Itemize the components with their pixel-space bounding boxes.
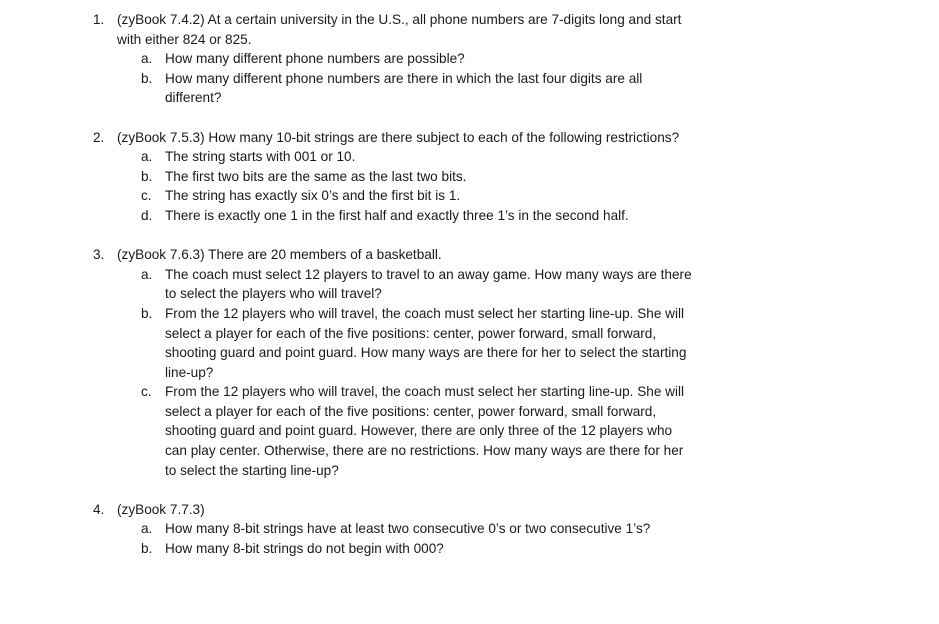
subquestion-text-line: The string has exactly six 0’s and the first bit is 1. [165, 188, 461, 204]
subquestion-text-line: How many 8-bit strings have at least two consecutive 0’s or two consecutive 1’s? [165, 521, 651, 537]
question-text-line: (zyBook 7.4.2) At a certain university in the U.S., all phone numbers are 7-digits long and start [117, 12, 682, 27]
subquestion-text-line: How many different phone numbers are there in which the last four digits are all [165, 70, 643, 86]
subquestion-letter: a. [141, 266, 153, 282]
subquestion-text-line: shooting guard and point guard. How many ways are there for her to select the starting [165, 345, 687, 361]
subquestion-text-line: to select the starting line-up? [165, 462, 339, 478]
subquestion-text-line: different? [165, 90, 222, 106]
subquestion-text-line: can play center. Otherwise, there are no restrictions. How many ways are there for her [165, 443, 684, 459]
subquestion-letter: a. [141, 51, 153, 67]
subquestion-letter: b. [141, 541, 153, 557]
subquestion-letter: b. [141, 70, 153, 86]
subquestion-letter: d. [141, 207, 153, 223]
subquestion-text-line: line-up? [165, 364, 214, 380]
subquestion-text-line: to select the players who will travel? [165, 286, 382, 302]
question-4 [0, 500, 939, 559]
question-number: 2. [93, 129, 105, 145]
subquestion-letter: b. [141, 168, 153, 184]
question-text-line: with either 824 or 825. [117, 31, 252, 47]
subquestion-text-line: There is exactly one 1 in the first half and exactly three 1’s in the second half. [165, 207, 629, 223]
question-2 [0, 128, 939, 226]
subquestion-text-line: From the 12 players who will travel, the coach must select her starting line-up. She will [165, 305, 685, 321]
subquestion-text-line: From the 12 players who will travel, the coach must select her starting line-up. She will [165, 384, 685, 400]
question-3 [0, 245, 939, 480]
subquestion-text-line: select a player for each of the five positions: center, power forward, small forward, [165, 403, 657, 419]
subquestion-text-line: The first two bits are the same as the last two bits. [165, 168, 467, 184]
subquestion-letter: a. [141, 149, 153, 165]
subquestion-text-line: How many 8-bit strings do not begin with 000? [165, 541, 444, 557]
subquestion-text-line: How many different phone numbers are possible? [165, 51, 465, 67]
question-number: 4. [93, 501, 105, 517]
subquestion-text-line: The string starts with 001 or 10. [165, 149, 356, 165]
subquestion-letter: c. [141, 188, 152, 204]
subquestion-text-line: select a player for each of the five positions: center, power forward, small forward, [165, 325, 657, 341]
subquestion-letter: c. [141, 384, 152, 400]
subquestion-text-line: The coach must select 12 players to travel to an away game. How many ways are there [165, 266, 692, 282]
question-text-line: (zyBook 7.7.3) [117, 501, 205, 517]
question-1 [0, 10, 939, 108]
subquestion-letter: b. [141, 305, 153, 321]
subquestion-text-line: shooting guard and point guard. However, there are only three of the 12 players who [165, 423, 673, 439]
subquestion-letter: a. [141, 521, 153, 537]
question-text-line: (zyBook 7.6.3) There are 20 members of a basketball. [117, 247, 442, 263]
question-number: 1. [93, 12, 105, 27]
document-body [0, 10, 939, 578]
question-number: 3. [93, 247, 105, 263]
question-text-line: (zyBook 7.5.3) How many 10-bit strings are there subject to each of the following restrictions? [117, 129, 680, 145]
